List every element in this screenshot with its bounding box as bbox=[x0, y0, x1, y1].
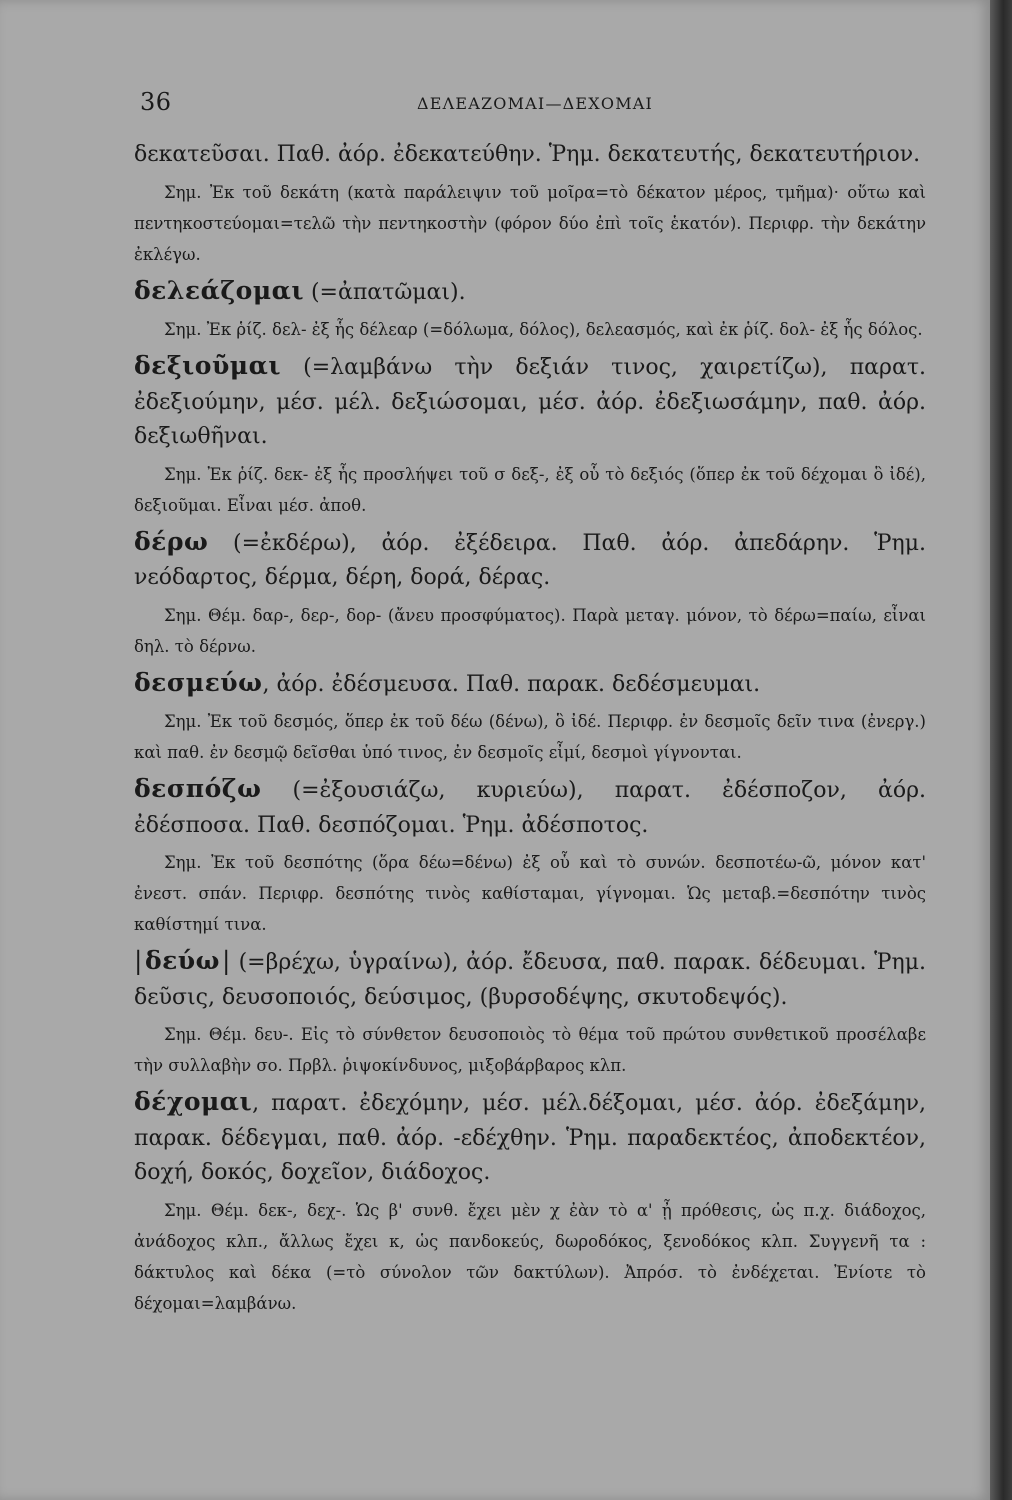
entry-text: (=ἀπατῶμαι). bbox=[303, 279, 466, 305]
entry-note bbox=[134, 1019, 926, 1081]
note-text: Θέμ. δεκ-, δεχ-. Ὡς β' συνθ. ἔχει μὲν χ ἐὰν τὸ α' ᾖ πρόθεσις, ὡς π.χ. διάδοχος, ἀνάδοχος κλπ., ἄλλως ἔχει κ, ὡς πανδοκεύς, δωροδόκος, ξενοδόκος κλπ. Συγγενῆ τα : δάκτυλος καὶ δέκα (=τὸ σύνολον τῶν δακτύλων). Ἀπρόσ. τὸ ἐνδέχεται. Ἐνίοτε τὸ δέχομαι=λαμβάνω. bbox=[134, 1200, 926, 1313]
note-text: Ἐκ ῥίζ. δεκ- ἐξ ἧς προσλήψει τοῦ σ δεξ-, ἐξ οὗ τὸ δεξιός (ὅπερ ἐκ τοῦ δέχομαι ὃ ἰδέ), δεξιοῦμαι. Εἶναι μέσ. ἀποθ. bbox=[134, 464, 926, 515]
dictionary-entries bbox=[134, 138, 926, 1323]
page-header bbox=[140, 88, 930, 128]
entry-text: , παρατ. ἐδεχόμην, μέσ. μέλ.δέξομαι, μέσ. ἀόρ. ἐδεξάμην, παρακ. δέδεγμαι, παθ. ἀόρ. -εδέχθην. Ῥημ. παραδεκτέος, ἀποδεκτέον, δοχή, δοκός, δοχεῖον, διάδοχος. bbox=[134, 1091, 926, 1185]
entry-note bbox=[134, 847, 926, 940]
lemma-entry bbox=[134, 1085, 926, 1191]
entry-note bbox=[134, 177, 926, 270]
note-text: Ἐκ τοῦ δεκάτη (κατὰ παράλειψιν τοῦ μοῖρα=τὸ δέκατον μέρος, τμῆμα)· οὕτω καὶ πεντηκοστεύομαι=τελῶ τὴν πεντηκοστὴν (φόρον δύο ἐπὶ τοῖς ἑκατόν). Περιφρ. τὴν δεκάτην ἐκλέγω. bbox=[134, 182, 926, 264]
entry-text: δεκατεῦσαι. Παθ. ἀόρ. ἐδεκατεύθην. Ῥημ. δεκατευτής, δεκατευτήριον. bbox=[134, 142, 921, 167]
lemma-entry bbox=[134, 666, 926, 703]
lemma-headword: | δεύω | bbox=[134, 946, 231, 975]
entry-continuation bbox=[134, 138, 926, 173]
lemma-entry bbox=[134, 944, 926, 1015]
entry-note bbox=[134, 600, 926, 662]
entry-text: , ἀόρ. ἐδέσμευσα. Παθ. παρακ. δεδέσμευμαι. bbox=[262, 671, 761, 697]
note-text: Ἐκ τοῦ δεσπότης (ὅρα δέω=δένω) ἐξ οὗ καὶ τὸ συνών. δεσποτέω-ῶ, μόνον κατ' ἐνεστ. σπάν. Περιφρ. δεσπότης τινὸς καθίσταμαι, γίγνομαι. Ὡς μεταβ.=δεσπότην τινὸς καθίστημί τινα. bbox=[134, 853, 926, 934]
entry-text: (=ἐξουσιάζω, κυριεύω), παρατ. ἐδέσποζον, ἀόρ. ἐδέσποσα. Παθ. δεσπόζομαι. Ῥημ. ἀδέσποτος. bbox=[134, 778, 926, 838]
note-label: Σημ. bbox=[164, 1200, 202, 1220]
entry-note bbox=[134, 1195, 926, 1319]
note-text: Ἐκ τοῦ δεσμός, ὅπερ ἐκ τοῦ δέω (δένω), ὃ ἰδέ. Περιφρ. ἐν δεσμοῖς δεῖν τινα (ἐνεργ.) καὶ παθ. ἐν δεσμῷ δεῖσθαι ὑπό τινος, ἐν δεσμοῖς εἶμί, δεσμοὶ γίγνονται. bbox=[134, 712, 926, 762]
note-label: Σημ. bbox=[164, 712, 202, 731]
note-label: Σημ. bbox=[164, 853, 202, 872]
running-head: ΔΕΛΕΑΖΟΜΑΙ—ΔΕΧΟΜΑΙ bbox=[416, 94, 654, 113]
lemma-headword: δεσπόζω bbox=[134, 774, 262, 803]
lemma-headword: δέρω bbox=[134, 526, 209, 556]
note-text: Θέμ. δαρ-, δερ-, δορ- (ἄνευ προσφύματος). Παρὰ μεταγ. μόνον, τὸ δέρω=παίω, εἶναι δηλ. τὸ δέρνω. bbox=[134, 605, 926, 656]
entry-text: (=βρέχω, ὑγραίνω), ἀόρ. ἔδευσα, παθ. παρακ. δέδευμαι. Ῥημ. δεῦσις, δευσοποιός, δεύσιμος, (βυρσοδέψης, σκυτοδεψός). bbox=[134, 950, 926, 1010]
entry-text: (=λαμβάνω τὴν δεξιάν τινος, χαιρετίζω), παρατ. ἐδεξιούμην, μέσ. μέλ. δεξιώσομαι, μέσ. ἀόρ. ἐδεξιωσάμην, παθ. ἀόρ. δεξιωθῆναι. bbox=[134, 355, 926, 449]
page-number: 36 bbox=[140, 88, 172, 116]
entry-note bbox=[134, 706, 926, 768]
note-label: Σημ. bbox=[164, 1025, 202, 1044]
note-text: Θέμ. δευ-. Εἰς τὸ σύνθετον δευσοποιὸς τὸ θέμα τοῦ πρώτου συνθετικοῦ προσέλαβε τὴν συλλαβὴν σο. Πρβλ. ῥιψοκίνδυνος, μιξοβάρβαρος κλπ. bbox=[134, 1025, 926, 1075]
note-label: Σημ. bbox=[164, 605, 202, 625]
note-label: Σημ. bbox=[164, 182, 202, 202]
lemma-entry bbox=[134, 525, 926, 596]
lemma-entry bbox=[134, 274, 926, 311]
entry-text: (=ἐκδέρω), ἀόρ. ἐξέδειρα. Παθ. ἀόρ. ἀπεδάρην. Ῥημ. νεόδαρτος, δέρμα, δέρη, δορά, δέρας. bbox=[134, 530, 926, 590]
entry-note bbox=[134, 314, 926, 345]
lemma-headword: δελεάζομαι bbox=[134, 275, 304, 305]
lemma-headword: δέχομαι bbox=[134, 1087, 253, 1116]
lemma-headword: δεσμεύω bbox=[134, 667, 263, 697]
lemma-headword: δεξιοῦμαι bbox=[134, 351, 281, 380]
note-text: Ἐκ ῥίζ. δελ- ἐξ ἧς δέλεαρ (=δόλωμα, δόλος), δελεασμός, καὶ ἐκ ῥίζ. δολ- ἐξ ἧς δόλος. bbox=[201, 320, 923, 339]
note-label: Σημ. bbox=[164, 320, 202, 339]
lemma-entry bbox=[134, 349, 926, 455]
note-label: Σημ. bbox=[164, 464, 202, 484]
lemma-entry bbox=[134, 772, 926, 843]
entry-note bbox=[134, 459, 926, 521]
book-spine-edge bbox=[990, 0, 1012, 1500]
